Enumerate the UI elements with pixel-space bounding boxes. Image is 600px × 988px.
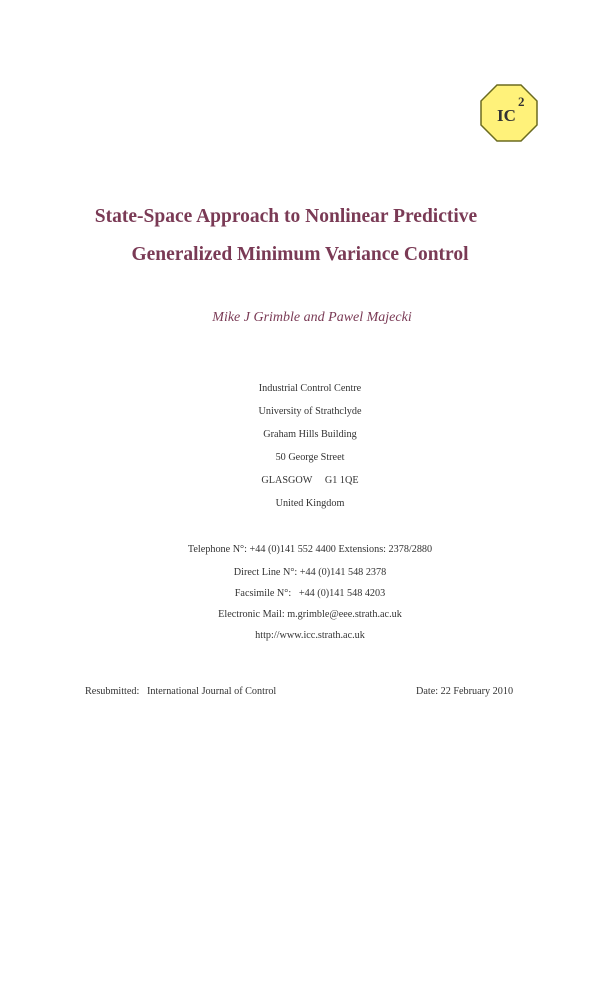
contact-website[interactable]: http://www.icc.strath.ac.uk <box>255 630 365 641</box>
logo-text: IC <box>497 106 516 125</box>
contact-facsimile: Facsimile N°: +44 (0)141 548 4203 <box>234 588 386 599</box>
address-line: Graham Hills Building <box>263 429 357 440</box>
contact-direct-line: Direct Line N°: +44 (0)141 548 2378 <box>233 567 387 578</box>
submission-status: Resubmitted: International Journal of Control <box>85 686 277 697</box>
address-line: 50 George Street <box>275 452 345 463</box>
contact-telephone: Telephone N°: +44 (0)141 552 4400 Extensions: 2378/2880 <box>187 544 433 555</box>
paper-title-line-1: State-Space Approach to Nonlinear Predictive <box>94 206 478 227</box>
authors: Mike J Grimble and Pawel Majecki <box>212 310 412 325</box>
address-line: United Kingdom <box>275 498 345 509</box>
logo-superscript: 2 <box>518 94 525 109</box>
submission-date: Date: 22 February 2010 <box>416 686 514 697</box>
ic2-logo <box>480 84 538 142</box>
address-line: Industrial Control Centre <box>258 383 362 394</box>
ic2-logo-badge <box>480 84 538 142</box>
contact-email[interactable]: Electronic Mail: m.grimble@eee.strath.ac.uk <box>218 609 402 620</box>
paper-title-line-2: Generalized Minimum Variance Control <box>131 244 469 265</box>
address-line: University of Strathclyde <box>258 406 362 417</box>
address-line: GLASGOW G1 1QE <box>261 475 359 486</box>
